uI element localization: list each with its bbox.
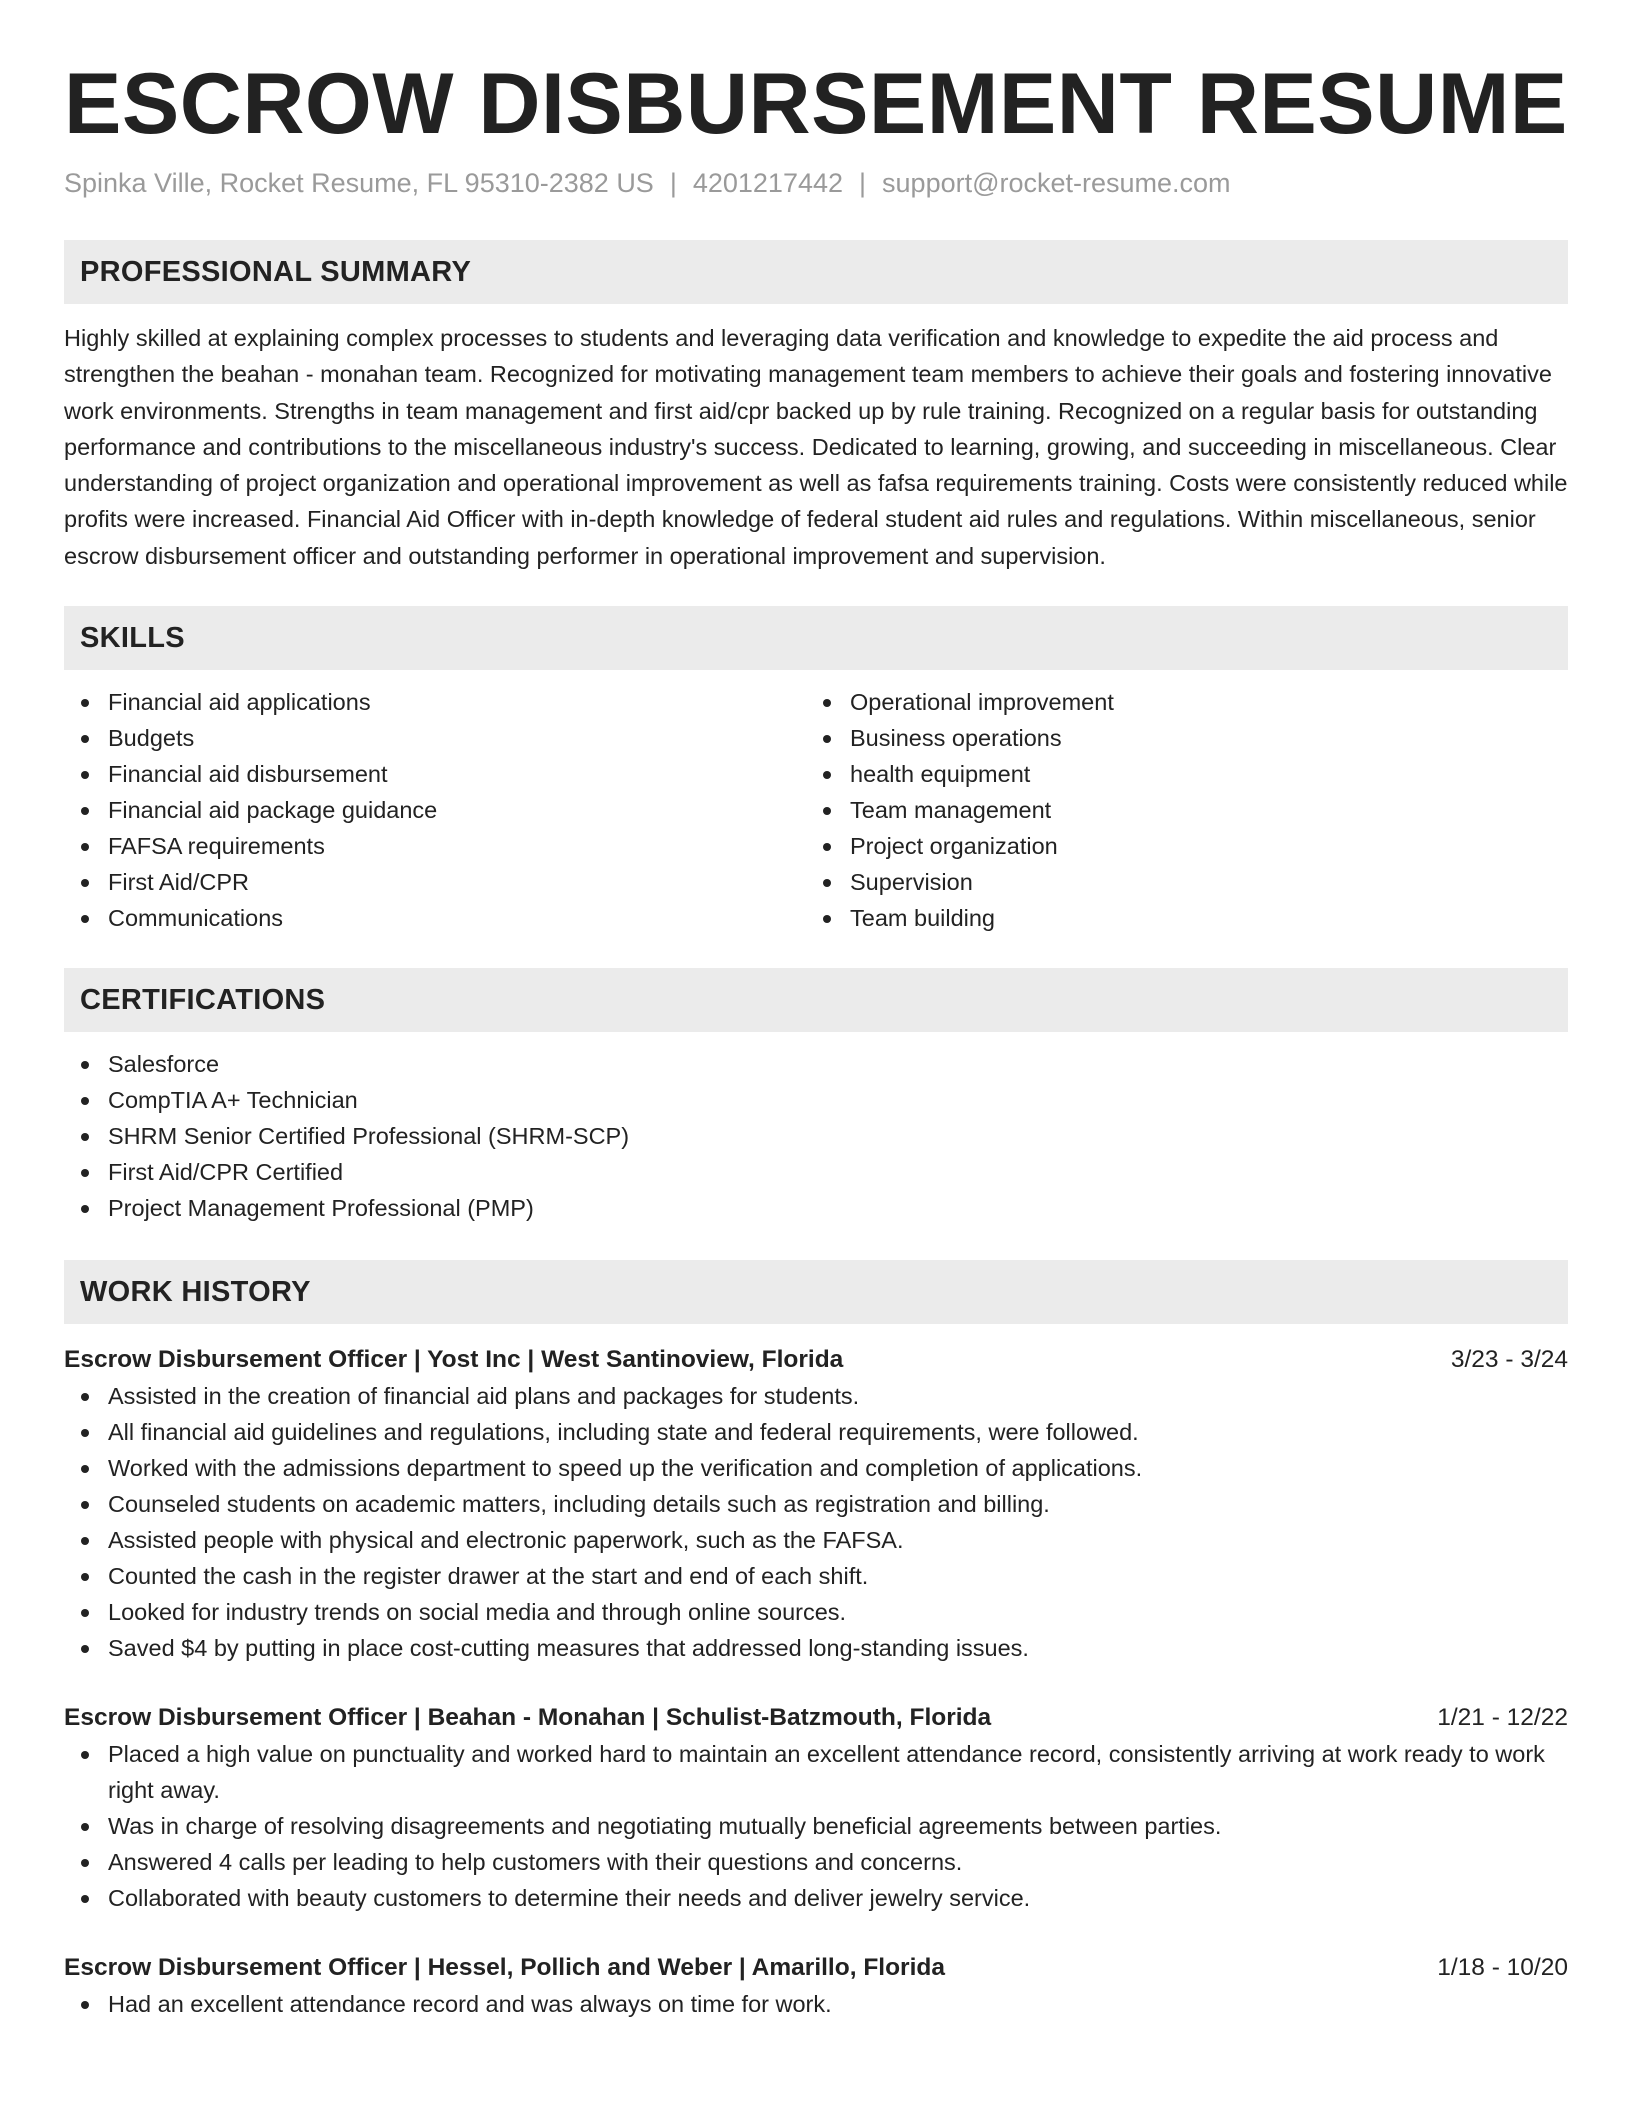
certification-item: SHRM Senior Certified Professional (SHRM-SCP) bbox=[64, 1118, 1568, 1154]
summary-section-header bbox=[64, 240, 1568, 304]
job-title: Escrow Disbursement Officer | Hessel, Pollich and Weber | Amarillo, Florida bbox=[64, 1954, 945, 1982]
skill-item: Financial aid disbursement bbox=[64, 756, 806, 792]
job-bullet: Collaborated with beauty customers to determine their needs and deliver jewelry service. bbox=[64, 1880, 1568, 1916]
summary-heading: PROFESSIONAL SUMMARY bbox=[80, 255, 472, 288]
certification-item: CompTIA A+ Technician bbox=[64, 1082, 1568, 1118]
certification-item: Salesforce bbox=[64, 1046, 1568, 1082]
email-text: support@rocket-resume.com bbox=[882, 168, 1231, 198]
contact-line bbox=[64, 166, 1568, 200]
job-bullet: Answered 4 calls per leading to help customers with their questions and concerns. bbox=[64, 1844, 1568, 1880]
job-header bbox=[64, 1700, 1568, 1736]
job-bullet: Was in charge of resolving disagreements and negotiating mutually beneficial agreements between parties. bbox=[64, 1808, 1568, 1844]
skill-item: Business operations bbox=[806, 720, 1548, 756]
phone-text: 4201217442 bbox=[692, 168, 844, 198]
job-entry bbox=[64, 1700, 1568, 1916]
work-history-heading: WORK HISTORY bbox=[80, 1275, 311, 1308]
job-bullet: Saved $4 by putting in place cost-cutting measures that addressed long-standing issues. bbox=[64, 1630, 1568, 1666]
job-header bbox=[64, 1342, 1568, 1378]
skills-column-right bbox=[806, 684, 1548, 936]
job-bullet: Assisted in the creation of financial aid plans and packages for students. bbox=[64, 1378, 1568, 1414]
job-title: Escrow Disbursement Officer | Beahan - Monahan | Schulist-Batzmouth, Florida bbox=[64, 1704, 992, 1732]
skill-item: Financial aid applications bbox=[64, 684, 806, 720]
job-bullet: Looked for industry trends on social media and through online sources. bbox=[64, 1594, 1568, 1630]
summary-paragraph: Highly skilled at explaining complex processes to students and leveraging data verification and knowledge to expedite the aid process and strengthen the beahan - monahan team. Recognized for motivating management team members to achieve their goals and fostering innovative work environments. Strengths in team management and first aid/cpr backed up by rule training. Recognized on a regular basis for outstanding performance and contributions to the miscellaneous industry's success. Dedicated to learning, growing, and succeeding in miscellaneous. Clear understanding of project organization and operational improvement as well as fafsa requirements training. Costs were consistently reduced while profits were increased. Financial Aid Officer with in-depth knowledge of federal student aid rules and regulations. Within miscellaneous, senior escrow disbursement officer and outstanding performer in operational improvement and supervision. bbox=[64, 325, 1568, 569]
job-header bbox=[64, 1950, 1568, 1986]
job-entry bbox=[64, 1342, 1568, 1666]
skill-item: Communications bbox=[64, 900, 806, 936]
skill-item: Financial aid package guidance bbox=[64, 792, 806, 828]
job-bullet: Assisted people with physical and electronic paperwork, such as the FAFSA. bbox=[64, 1522, 1568, 1558]
skill-item: Project organization bbox=[806, 828, 1548, 864]
skills-column-left bbox=[64, 684, 806, 936]
skills-section-header bbox=[64, 606, 1568, 670]
job-bullet: Had an excellent attendance record and was always on time for work. bbox=[64, 1986, 1568, 2022]
job-bullet: Worked with the admissions department to speed up the verification and completion of applications. bbox=[64, 1450, 1568, 1486]
job-bullet: Placed a high value on punctuality and worked hard to maintain an excellent attendance record, consistently arriving at work ready to work right away. bbox=[64, 1736, 1568, 1808]
certification-item: First Aid/CPR Certified bbox=[64, 1154, 1568, 1190]
job-bullet-list bbox=[64, 1736, 1568, 1916]
skills-list bbox=[64, 684, 1568, 936]
job-title: Escrow Disbursement Officer | Yost Inc | West Santinoview, Florida bbox=[64, 1346, 844, 1374]
skill-item: Supervision bbox=[806, 864, 1548, 900]
contact-separator: | bbox=[859, 168, 867, 198]
work-history-section-header bbox=[64, 1260, 1568, 1324]
job-entry bbox=[64, 1950, 1568, 2022]
job-dates: 3/23 - 3/24 bbox=[1450, 1346, 1568, 1374]
skill-item: Team building bbox=[806, 900, 1548, 936]
resume-page bbox=[64, 0, 1568, 2022]
certifications-list bbox=[64, 1046, 1568, 1226]
skill-item: Team management bbox=[806, 792, 1548, 828]
job-bullet-list bbox=[64, 1378, 1568, 1666]
contact-separator: | bbox=[669, 168, 677, 198]
job-bullet: All financial aid guidelines and regulations, including state and federal requirements, were followed. bbox=[64, 1414, 1568, 1450]
skill-item: First Aid/CPR bbox=[64, 864, 806, 900]
skill-item: FAFSA requirements bbox=[64, 828, 806, 864]
certifications-section-header bbox=[64, 968, 1568, 1032]
resume-title: ESCROW DISBURSEMENT RESUME bbox=[64, 56, 1568, 152]
skill-item: health equipment bbox=[806, 756, 1548, 792]
skill-item: Budgets bbox=[64, 720, 806, 756]
skill-item: Operational improvement bbox=[806, 684, 1548, 720]
skills-heading: SKILLS bbox=[80, 621, 185, 654]
job-dates: 1/18 - 10/20 bbox=[1437, 1954, 1568, 1982]
certifications-heading: CERTIFICATIONS bbox=[80, 983, 326, 1016]
job-bullet: Counted the cash in the register drawer at the start and end of each shift. bbox=[64, 1558, 1568, 1594]
certification-item: Project Management Professional (PMP) bbox=[64, 1190, 1568, 1226]
job-dates: 1/21 - 12/22 bbox=[1437, 1704, 1568, 1732]
job-bullet: Counseled students on academic matters, including details such as registration and billing. bbox=[64, 1486, 1568, 1522]
job-bullet-list bbox=[64, 1986, 1568, 2022]
address-text: Spinka Ville, Rocket Resume, FL 95310-2382 US bbox=[64, 168, 654, 198]
